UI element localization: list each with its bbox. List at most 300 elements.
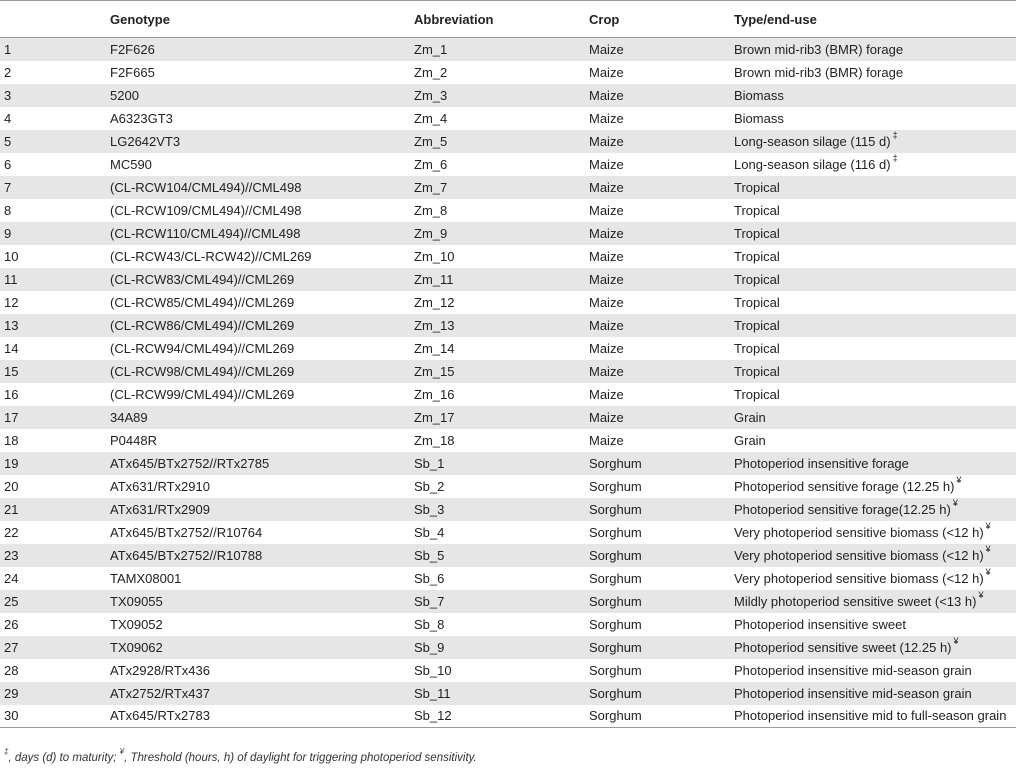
- genotype-cell-text: LG2642VT3: [110, 133, 181, 149]
- abbreviation-cell: [414, 130, 589, 153]
- genotype-cell-text: ATx645/BTx2752//R10764: [110, 524, 263, 540]
- crop-cell: [589, 84, 734, 107]
- crop-cell: [589, 130, 734, 153]
- row-number: [0, 659, 110, 682]
- type-end-use-cell: [734, 590, 1016, 613]
- genotype-cell: [110, 360, 414, 383]
- row-number: [0, 475, 110, 498]
- genotype-cell: [110, 567, 414, 590]
- genotype-cell: [110, 682, 414, 705]
- type-end-use-cell-text: Grain: [734, 432, 766, 448]
- header-genotype: Genotype: [110, 1, 414, 38]
- crop-cell: [589, 406, 734, 429]
- row-number-text: 27: [4, 639, 19, 655]
- abbreviation-cell-text: Zm_5: [414, 133, 448, 149]
- abbreviation-cell: [414, 406, 589, 429]
- crop-cell-text: Maize: [589, 363, 624, 379]
- genotype-cell-text: 5200: [110, 87, 139, 103]
- abbreviation-cell-text: Zm_10: [414, 248, 455, 264]
- abbreviation-cell-text: Zm_18: [414, 432, 455, 448]
- crop-cell-text: Sorghum: [589, 593, 642, 609]
- row-number-text: 6: [4, 156, 12, 172]
- type-end-use-cell: [734, 337, 1016, 360]
- crop-cell: [589, 498, 734, 521]
- abbreviation-cell: [414, 452, 589, 475]
- type-end-use-cell-text: Tropical: [734, 271, 780, 287]
- crop-cell-text: Maize: [589, 317, 624, 333]
- abbreviation-cell-text: Sb_8: [414, 616, 445, 632]
- type-end-use-cell-text: Photoperiod insensitive mid-season grain: [734, 685, 972, 701]
- row-number: [0, 245, 110, 268]
- type-end-use-cell: [734, 544, 1016, 567]
- genotype-cell-text: 34A89: [110, 409, 148, 425]
- type-end-use-cell: [734, 613, 1016, 636]
- table-row: [0, 84, 1016, 107]
- row-number-text: 12: [4, 294, 19, 310]
- abbreviation-cell-text: Sb_11: [414, 685, 451, 701]
- type-end-use-cell: [734, 429, 1016, 452]
- abbreviation-cell: [414, 337, 589, 360]
- abbreviation-cell: [414, 544, 589, 567]
- type-end-use-cell-text: Photoperiod insensitive sweet: [734, 616, 906, 632]
- row-number-text: 26: [4, 616, 19, 632]
- row-number-text: 29: [4, 685, 19, 701]
- row-number: [0, 567, 110, 590]
- genotype-cell: [110, 498, 414, 521]
- type-end-use-cell-text: Grain: [734, 409, 766, 425]
- genotype-cell: [110, 636, 414, 659]
- crop-cell: [589, 176, 734, 199]
- crop-cell: [589, 360, 734, 383]
- crop-cell: [589, 590, 734, 613]
- genotype-cell-text: F2F665: [110, 64, 155, 80]
- type-end-use-cell-text: Long-season silage (116 d): [734, 156, 891, 172]
- table-row: [0, 268, 1016, 291]
- genotype-cell-text: (CL-RCW85/CML494)//CML269: [110, 294, 295, 310]
- genotype-cell-text: (CL-RCW109/CML494)//CML498: [110, 202, 302, 218]
- abbreviation-cell-text: Sb_12: [414, 708, 452, 724]
- footnote-marker: ¥: [953, 636, 959, 647]
- genotype-cell-text: (CL-RCW110/CML494)//CML498: [110, 225, 301, 241]
- row-number: [0, 291, 110, 314]
- genotype-cell-text: TX09052: [110, 616, 163, 632]
- abbreviation-cell: [414, 291, 589, 314]
- row-number: [0, 84, 110, 107]
- crop-cell-text: Sorghum: [589, 639, 642, 655]
- genotype-cell-text: (CL-RCW104/CML494)//CML498: [110, 179, 302, 195]
- crop-cell-text: Maize: [589, 340, 624, 356]
- abbreviation-cell: [414, 429, 589, 452]
- table-row: [0, 475, 1016, 498]
- row-number-text: 18: [4, 432, 19, 448]
- type-end-use-cell: [734, 383, 1016, 406]
- table-body: [0, 38, 1016, 728]
- crop-cell: [589, 38, 734, 61]
- genotype-cell-text: TAMX08001: [110, 570, 182, 586]
- genotype-cell-text: TX09055: [110, 593, 163, 609]
- row-number-text: 7: [4, 179, 12, 195]
- crop-cell: [589, 452, 734, 475]
- crop-cell-text: Maize: [589, 202, 624, 218]
- genotype-cell-text: ATx645/BTx2752//RTx2785: [110, 455, 270, 471]
- type-end-use-cell-text: Tropical: [734, 202, 780, 218]
- table-row: [0, 682, 1016, 705]
- table-row: [0, 498, 1016, 521]
- table-footnote: [4, 747, 477, 764]
- crop-cell: [589, 61, 734, 84]
- crop-cell: [589, 153, 734, 176]
- row-number-text: 22: [4, 524, 19, 540]
- footnote-marker: ¥: [985, 567, 991, 578]
- header-crop: Crop: [589, 1, 734, 38]
- row-number: [0, 383, 110, 406]
- row-number-text: 23: [4, 547, 19, 563]
- crop-cell: [589, 682, 734, 705]
- abbreviation-cell-text: Zm_11: [414, 271, 454, 287]
- table-row: [0, 429, 1016, 452]
- crop-cell-text: Sorghum: [589, 547, 642, 563]
- crop-cell: [589, 199, 734, 222]
- crop-cell: [589, 268, 734, 291]
- genotype-cell: [110, 176, 414, 199]
- abbreviation-cell: [414, 61, 589, 84]
- row-number: [0, 153, 110, 176]
- crop-cell-text: Maize: [589, 64, 624, 80]
- abbreviation-cell-text: Zm_13: [414, 317, 455, 333]
- table-row: [0, 521, 1016, 544]
- table-row: [0, 705, 1016, 728]
- crop-cell-text: Maize: [589, 110, 624, 126]
- abbreviation-cell-text: Zm_16: [414, 386, 455, 402]
- table-row: [0, 314, 1016, 337]
- crop-cell-text: Sorghum: [589, 524, 642, 540]
- row-number-text: 30: [4, 708, 19, 724]
- row-number: [0, 314, 110, 337]
- row-number: [0, 360, 110, 383]
- row-number: [0, 199, 110, 222]
- type-end-use-cell: [734, 498, 1016, 521]
- type-end-use-cell-text: Very photoperiod sensitive biomass (<12 h): [734, 547, 984, 563]
- genotype-cell: [110, 337, 414, 360]
- genotype-cell-text: F2F626: [110, 41, 155, 57]
- genotype-cell: [110, 153, 414, 176]
- genotype-cell: [110, 84, 414, 107]
- abbreviation-cell: [414, 613, 589, 636]
- genotype-cell: [110, 245, 414, 268]
- table-row: [0, 107, 1016, 130]
- genotype-cell-text: ATx2928/RTx436: [110, 662, 210, 678]
- row-number-text: 25: [4, 593, 19, 609]
- row-number-text: 10: [4, 248, 19, 264]
- genotype-cell-text: ATx631/RTx2909: [110, 501, 210, 517]
- table-row: [0, 130, 1016, 153]
- footnote-text-threshold: , Threshold (hours, h) of daylight for triggering photoperiod sensitivity.: [124, 752, 477, 764]
- type-end-use-cell: [734, 475, 1016, 498]
- crop-cell-text: Sorghum: [589, 455, 642, 471]
- row-number: [0, 636, 110, 659]
- row-number-text: 19: [4, 455, 19, 471]
- abbreviation-cell-text: Sb_7: [414, 593, 445, 609]
- abbreviation-cell: [414, 705, 589, 728]
- table-row: [0, 199, 1016, 222]
- type-end-use-cell-text: Very photoperiod sensitive biomass (<12 h): [734, 524, 984, 540]
- row-number-text: 3: [4, 87, 12, 103]
- type-end-use-cell: [734, 521, 1016, 544]
- abbreviation-cell-text: Sb_6: [414, 570, 445, 586]
- row-number-text: 24: [4, 570, 19, 586]
- row-number-text: 13: [4, 317, 19, 333]
- table-row: [0, 406, 1016, 429]
- type-end-use-cell: [734, 567, 1016, 590]
- row-number-text: 15: [4, 363, 19, 379]
- type-end-use-cell: [734, 222, 1016, 245]
- crop-cell-text: Sorghum: [589, 616, 642, 632]
- row-number: [0, 613, 110, 636]
- type-end-use-cell-text: Photoperiod insensitive forage: [734, 455, 909, 471]
- type-end-use-cell-text: Mildly photoperiod sensitive sweet (<13 h): [734, 593, 977, 609]
- row-number-text: 1: [4, 41, 12, 57]
- abbreviation-cell-text: Sb_10: [414, 662, 452, 678]
- crop-cell-text: Maize: [589, 156, 624, 172]
- row-number: [0, 498, 110, 521]
- crop-cell: [589, 475, 734, 498]
- genotype-cell: [110, 383, 414, 406]
- row-number: [0, 268, 110, 291]
- genotype-cell-text: ATx631/RTx2910: [110, 478, 210, 494]
- genotype-cell: [110, 61, 414, 84]
- footnote-marker: ¥: [985, 544, 991, 555]
- table-row: [0, 222, 1016, 245]
- abbreviation-cell-text: Zm_4: [414, 110, 448, 126]
- abbreviation-cell-text: Zm_1: [414, 41, 448, 57]
- table-row: [0, 61, 1016, 84]
- table-row: [0, 38, 1016, 61]
- crop-cell-text: Sorghum: [589, 685, 642, 701]
- footnote-marker: ¥: [978, 590, 984, 601]
- genotype-cell: [110, 544, 414, 567]
- type-end-use-cell: [734, 705, 1016, 728]
- footnote-marker: ¥: [952, 498, 958, 509]
- abbreviation-cell: [414, 360, 589, 383]
- footnote-marker: ¥: [985, 521, 991, 532]
- table-row: [0, 544, 1016, 567]
- table-row: [0, 452, 1016, 475]
- row-number-text: 9: [4, 225, 12, 241]
- genotype-cell: [110, 314, 414, 337]
- genotype-cell: [110, 38, 414, 61]
- row-number: [0, 176, 110, 199]
- row-number: [0, 590, 110, 613]
- table-header: [0, 1, 1016, 38]
- genotype-cell-text: MC590: [110, 156, 152, 172]
- genotype-cell: [110, 429, 414, 452]
- table-row: [0, 383, 1016, 406]
- abbreviation-cell: [414, 682, 589, 705]
- crop-cell: [589, 291, 734, 314]
- abbreviation-cell-text: Zm_2: [414, 64, 448, 80]
- table-row: [0, 613, 1016, 636]
- crop-cell-text: Maize: [589, 271, 624, 287]
- abbreviation-cell-text: Zm_8: [414, 202, 448, 218]
- type-end-use-cell: [734, 199, 1016, 222]
- abbreviation-cell-text: Sb_1: [414, 455, 445, 471]
- type-end-use-cell-text: Tropical: [734, 225, 780, 241]
- type-end-use-cell-text: Photoperiod sensitive forage (12.25 h): [734, 478, 955, 494]
- crop-cell: [589, 314, 734, 337]
- row-number: [0, 429, 110, 452]
- genotype-cell: [110, 222, 414, 245]
- crop-cell-text: Maize: [589, 41, 624, 57]
- abbreviation-cell: [414, 107, 589, 130]
- crop-cell-text: Maize: [589, 248, 624, 264]
- footnote-mark-double-dagger: ‡: [4, 747, 9, 757]
- table-row: [0, 245, 1016, 268]
- type-end-use-cell-text: Photoperiod sensitive forage(12.25 h): [734, 501, 951, 517]
- crop-cell-text: Maize: [589, 179, 624, 195]
- abbreviation-cell: [414, 475, 589, 498]
- type-end-use-cell: [734, 314, 1016, 337]
- type-end-use-cell: [734, 406, 1016, 429]
- abbreviation-cell: [414, 314, 589, 337]
- type-end-use-cell: [734, 84, 1016, 107]
- type-end-use-cell-text: Photoperiod sensitive sweet (12.25 h): [734, 639, 952, 655]
- genotype-cell: [110, 199, 414, 222]
- type-end-use-cell-text: Tropical: [734, 317, 780, 333]
- type-end-use-cell-text: Brown mid-rib3 (BMR) forage: [734, 64, 904, 80]
- crop-cell: [589, 337, 734, 360]
- header-index: [0, 1, 110, 38]
- row-number-text: 20: [4, 478, 19, 494]
- genotype-cell: [110, 475, 414, 498]
- genotype-cell-text: P0448R: [110, 432, 157, 448]
- type-end-use-cell: [734, 682, 1016, 705]
- row-number-text: 2: [4, 64, 12, 80]
- type-end-use-cell-text: Tropical: [734, 248, 780, 264]
- table-row: [0, 291, 1016, 314]
- header-row: [0, 1, 1016, 38]
- table-row: [0, 590, 1016, 613]
- genotype-cell: [110, 268, 414, 291]
- row-number: [0, 337, 110, 360]
- crop-cell-text: Maize: [589, 87, 624, 103]
- row-number: [0, 705, 110, 728]
- crop-cell: [589, 705, 734, 728]
- footnote-mark-yen: ¥: [119, 747, 125, 757]
- abbreviation-cell: [414, 268, 589, 291]
- footnote-marker: ‡: [892, 130, 898, 141]
- table-row: [0, 659, 1016, 682]
- row-number: [0, 38, 110, 61]
- crop-cell-text: Maize: [589, 386, 624, 402]
- crop-cell: [589, 429, 734, 452]
- abbreviation-cell-text: Zm_9: [414, 225, 448, 241]
- abbreviation-cell: [414, 245, 589, 268]
- crop-cell: [589, 636, 734, 659]
- type-end-use-cell: [734, 291, 1016, 314]
- row-number: [0, 61, 110, 84]
- genotype-cell: [110, 452, 414, 475]
- type-end-use-cell-text: Biomass: [734, 87, 784, 103]
- abbreviation-cell-text: Zm_15: [414, 363, 455, 379]
- table-row: [0, 360, 1016, 383]
- type-end-use-cell: [734, 153, 1016, 176]
- crop-cell-text: Maize: [589, 294, 624, 310]
- type-end-use-cell-text: Long-season silage (115 d): [734, 133, 891, 149]
- abbreviation-cell: [414, 498, 589, 521]
- abbreviation-cell: [414, 590, 589, 613]
- abbreviation-cell-text: Zm_12: [414, 294, 455, 310]
- genotype-cell-text: ATx645/RTx2783: [110, 708, 210, 724]
- type-end-use-cell: [734, 61, 1016, 84]
- abbreviation-cell-text: Sb_9: [414, 639, 445, 655]
- abbreviation-cell: [414, 176, 589, 199]
- abbreviation-cell: [414, 383, 589, 406]
- genotype-cell-text: ATx2752/RTx437: [110, 685, 210, 701]
- abbreviation-cell: [414, 84, 589, 107]
- row-number: [0, 544, 110, 567]
- type-end-use-cell-text: Tropical: [734, 179, 780, 195]
- abbreviation-cell-text: Zm_14: [414, 340, 455, 356]
- row-number: [0, 406, 110, 429]
- table-row: [0, 337, 1016, 360]
- header-type-end-use: Type/end-use: [734, 1, 1016, 38]
- row-number-text: 17: [4, 409, 19, 425]
- type-end-use-cell: [734, 360, 1016, 383]
- genotype-cell-text: TX09062: [110, 639, 163, 655]
- row-number-text: 21: [4, 501, 19, 517]
- genotype-cell-text: (CL-RCW99/CML494)//CML269: [110, 386, 295, 402]
- crop-cell-text: Sorghum: [589, 662, 642, 678]
- crop-cell: [589, 567, 734, 590]
- type-end-use-cell-text: Photoperiod insensitive mid to full-season grain: [734, 708, 1007, 724]
- genotype-cell: [110, 521, 414, 544]
- row-number: [0, 452, 110, 475]
- crop-cell-text: Maize: [589, 133, 624, 149]
- crop-cell: [589, 659, 734, 682]
- crop-cell-text: Sorghum: [589, 570, 642, 586]
- abbreviation-cell-text: Sb_4: [414, 524, 445, 540]
- footnote-marker: ‡: [892, 153, 898, 164]
- genotype-cell: [110, 659, 414, 682]
- abbreviation-cell-text: Zm_7: [414, 179, 448, 195]
- crop-cell: [589, 107, 734, 130]
- row-number-text: 14: [4, 340, 19, 356]
- abbreviation-cell: [414, 636, 589, 659]
- type-end-use-cell-text: Tropical: [734, 363, 780, 379]
- type-end-use-cell: [734, 452, 1016, 475]
- genotype-cell: [110, 613, 414, 636]
- abbreviation-cell: [414, 521, 589, 544]
- abbreviation-cell-text: Zm_6: [414, 156, 448, 172]
- footnote-marker: ¥: [956, 475, 962, 486]
- genotype-cell-text: (CL-RCW43/CL-RCW42)//CML269: [110, 248, 312, 264]
- abbreviation-cell-text: Sb_2: [414, 478, 445, 494]
- crop-cell-text: Maize: [589, 432, 624, 448]
- genotype-cell: [110, 130, 414, 153]
- row-number: [0, 521, 110, 544]
- abbreviation-cell: [414, 222, 589, 245]
- type-end-use-cell: [734, 245, 1016, 268]
- type-end-use-cell: [734, 130, 1016, 153]
- type-end-use-cell-text: Tropical: [734, 340, 780, 356]
- abbreviation-cell-text: Sb_3: [414, 501, 445, 517]
- genotype-cell: [110, 406, 414, 429]
- header-abbreviation: Abbreviation: [414, 1, 589, 38]
- type-end-use-cell-text: Tropical: [734, 294, 780, 310]
- table-row: [0, 567, 1016, 590]
- crop-cell-text: Maize: [589, 409, 624, 425]
- table-row: [0, 636, 1016, 659]
